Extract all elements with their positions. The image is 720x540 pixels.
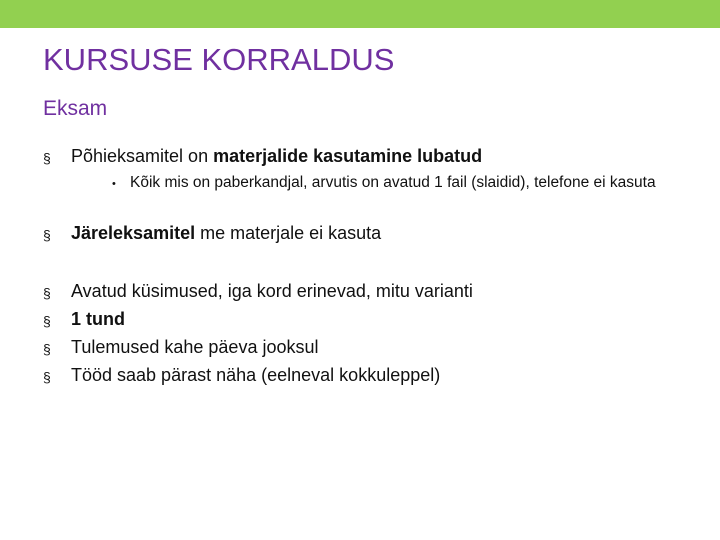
slide-title: KURSUSE KORRALDUS [43,42,395,77]
bullet-text [71,220,381,246]
bullet-marker: § [43,227,51,243]
bullet-text-bold: materjalide kasutamine lubatud [213,146,483,166]
bullet-marker: § [43,150,51,166]
bullet-marker: § [43,313,51,329]
bullet-text-bold: 1 tund [71,309,125,329]
bullet-text [71,334,318,360]
bullet-marker: § [43,341,51,357]
bullet-text [71,306,125,332]
sub-bullet-marker: • [112,178,116,190]
top-accent-bar [0,0,720,28]
bullet-text-plain: Tööd saab pärast näha (eelneval kokkuleppel) [71,365,441,385]
bullet-text [71,143,482,169]
bullet-text-plain: me materjale ei kasuta [195,223,382,243]
bullet-text-bold: Järeleksamitel [71,223,196,243]
slide-subtitle: Eksam [43,97,108,120]
bullet-text [71,278,473,304]
bullet-marker: § [43,285,51,301]
bullet-text [71,362,440,388]
bullet-text-plain: Põhieksamitel on [71,146,214,166]
bullet-marker: § [43,369,51,385]
bullet-text-plain: Avatud küsimused, iga kord erinevad, mitu varianti [71,281,473,301]
bullet-text-plain: Tulemused kahe päeva jooksul [71,337,319,357]
sub-bullet-text: Kõik mis on paberkandjal, arvutis on avatud 1 fail (slaidid), telefone ei kasuta [130,174,656,191]
